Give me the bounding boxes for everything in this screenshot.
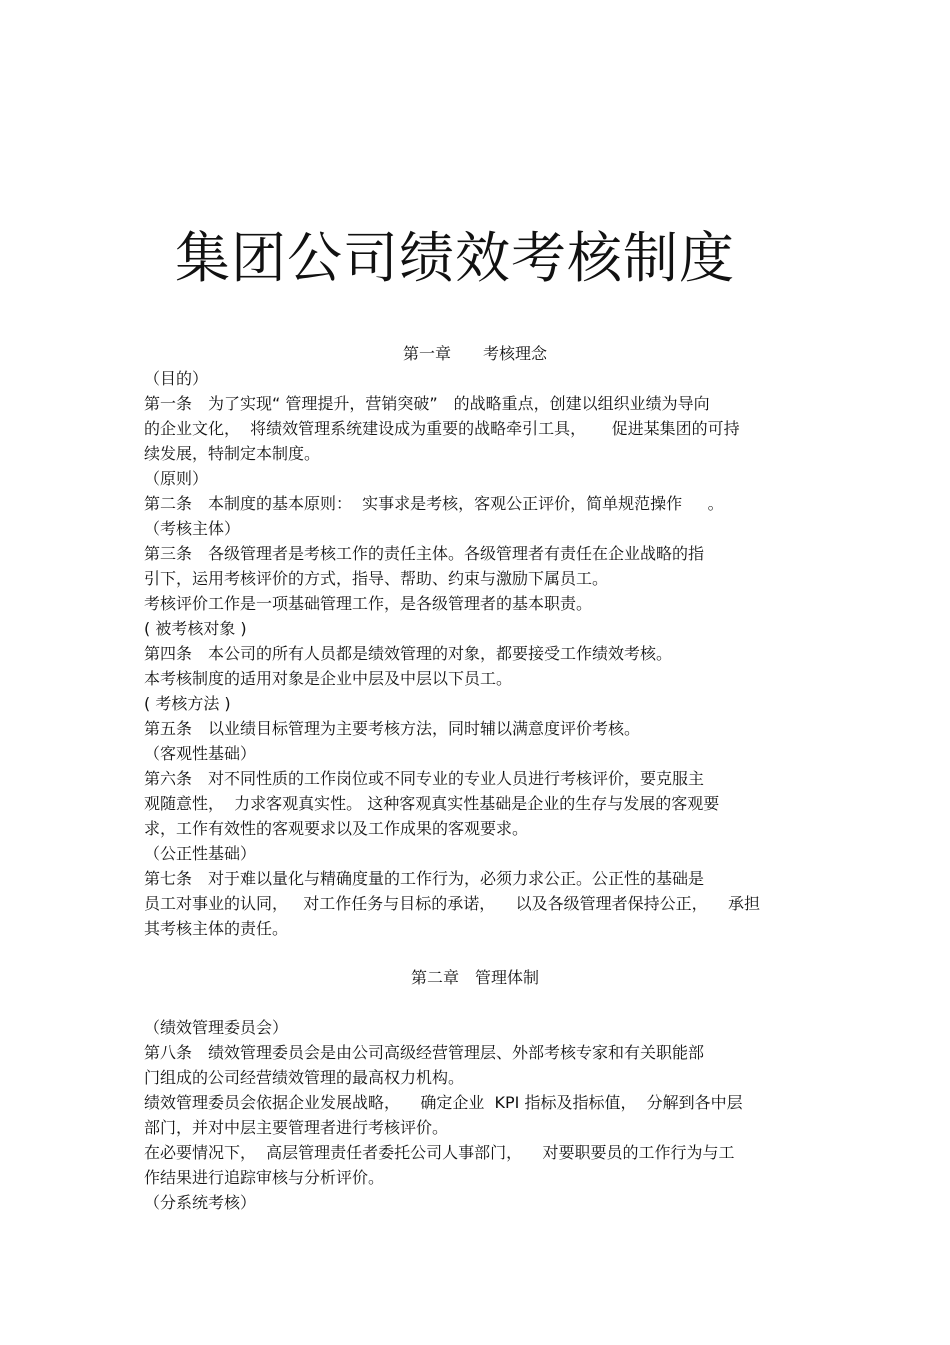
article-line: 引下，运用考核评价的方式，指导、帮助、约束与激励下属员工。 (144, 569, 609, 588)
article-line: 员工对事业的认同， 对工作任务与目标的承诺， 以及各级管理者保持公正， 承担 (144, 894, 760, 913)
article-line: 的企业文化， 将绩效管理系统建设成为重要的战略牵引工具， 促进某集团的可持 (144, 419, 740, 438)
section-label: （分系统考核） (144, 1193, 257, 1212)
article-line: 在必要情况下， 高层管理责任者委托公司人事部门， 对要职要员的工作行为与工 (144, 1143, 735, 1162)
article-line: 门组成的公司经营绩效管理的最高权力机构。 (144, 1068, 465, 1087)
section-label: （公正性基础） (144, 844, 257, 863)
article-line: 第二条 本制度的基本原则： 实事求是考核，客观公正评价，简单规范操作 。 (144, 494, 724, 513)
section-label: ( 考核方法 ) (144, 694, 231, 713)
article-line: 绩效管理委员会依据企业发展战略， 确定企业 KPI 指标及指标值， 分解到各中层 (144, 1093, 743, 1112)
article-line: 其考核主体的责任。 (144, 919, 289, 938)
article-line: 第八条 绩效管理委员会是由公司高级经营管理层、外部考核专家和有关职能部 (144, 1043, 705, 1062)
article-line: 第一条 为了实现“ 管理提升，营销突破” 的战略重点，创建以组织业绩为导向 (144, 394, 710, 413)
article-line: 第六条 对不同性质的工作岗位或不同专业的专业人员进行考核评价，要克服主 (144, 769, 705, 788)
article-line: 求，工作有效性的客观要求以及工作成果的客观要求。 (144, 819, 529, 838)
section-label: （原则） (144, 469, 209, 488)
section-label: （客观性基础） (144, 744, 257, 763)
article-line: 第三条 各级管理者是考核工作的责任主体。各级管理者有责任在企业战略的指 (144, 544, 705, 563)
section-label: （考核主体） (144, 519, 241, 538)
article-line: 本考核制度的适用对象是企业中层及中层以下员工。 (144, 669, 513, 688)
section-label: ( 被考核对象 ) (144, 619, 247, 638)
article-line: 考核评价工作是一项基础管理工作，是各级管理者的基本职责。 (144, 594, 593, 613)
article-line: 部门，并对中层主要管理者进行考核评价。 (144, 1118, 449, 1137)
article-line: 作结果进行追踪审核与分析评价。 (144, 1168, 385, 1187)
article-line: 第五条 以业绩目标管理为主要考核方法，同时辅以满意度评价考核。 (144, 719, 641, 738)
document-title: 集团公司绩效考核制度 (174, 226, 735, 290)
section-label: （绩效管理委员会） (144, 1018, 289, 1037)
chapter-heading: 第一章 考核理念 (402, 344, 547, 363)
chapter-heading: 第二章 管理体制 (410, 968, 539, 987)
article-line: 续发展，特制定本制度。 (144, 444, 321, 463)
article-line: 观随意性， 力求客观真实性。 这种客观真实性基础是企业的生存与发展的客观要 (144, 794, 720, 813)
article-line: 第七条 对于难以量化与精确度量的工作行为，必须力求公正。公正性的基础是 (144, 869, 705, 888)
article-line: 第四条 本公司的所有人员都是绩效管理的对象，都要接受工作绩效考核。 (144, 644, 673, 663)
section-label: （目的） (144, 369, 209, 388)
